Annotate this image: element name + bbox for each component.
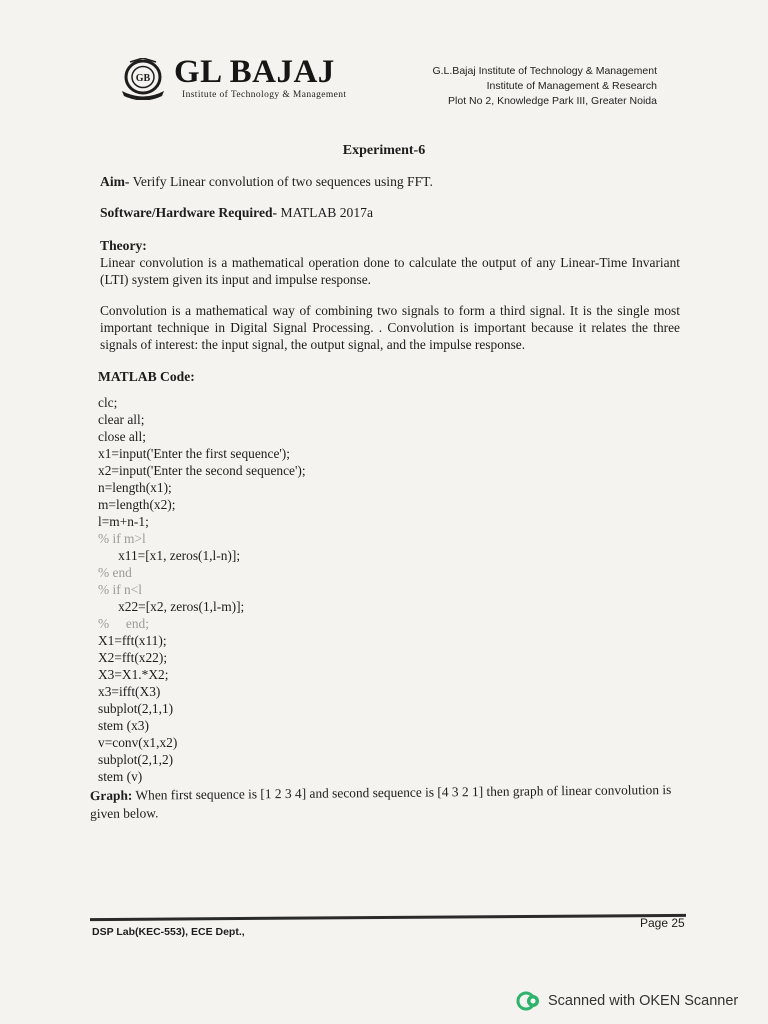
code-comment-line: % end [98, 565, 132, 580]
code-line: stem (v) [98, 769, 143, 784]
software-text: MATLAB 2017a [277, 205, 373, 220]
code-line: X2=fft(x22); [98, 650, 168, 665]
footer-course: DSP Lab(KEC-553), ECE Dept., [92, 926, 245, 938]
institute-line: Institute of Management & Research [486, 80, 657, 92]
code-line: clc; [98, 395, 118, 410]
code-heading: MATLAB Code: [98, 369, 195, 384]
code-line: x3=ifft(X3) [98, 684, 161, 699]
theory-heading: Theory: [100, 238, 147, 253]
scanner-watermark [516, 990, 738, 1012]
theory-paragraph-1: Linear convolution is a mathematical operation done to calculate the output of any Linear-Time Invariant (LTI) system given its input and impulse response. [100, 255, 680, 287]
aim-text: Verify Linear convolution of two sequences using FFT. [129, 174, 433, 189]
code-line: subplot(2,1,2) [98, 752, 174, 767]
software-line [100, 204, 373, 222]
page-number: Page 25 [640, 916, 685, 930]
institute-line: Plot No 2, Knowledge Park III, Greater Noida [448, 95, 657, 107]
institute-logo [118, 56, 368, 106]
aim-line [100, 173, 433, 191]
scanner-text: Scanned with OKEN Scanner [548, 993, 739, 1009]
logo-text: GL BAJAJ [174, 54, 335, 90]
code-line: stem (x3) [98, 718, 149, 733]
graph-text: When first sequence is [1 2 3 4] and second sequence is [4 3 2 1] then graph of linear convolution is given below. [90, 782, 672, 822]
code-line: x1=input('Enter the first sequence'); [98, 446, 290, 461]
logo-subtitle: Institute of Technology & Management [182, 90, 347, 100]
code-comment-line: % end; [98, 616, 149, 631]
code-comment-line: % if n<l [98, 582, 142, 597]
experiment-title: Experiment-6 [342, 143, 426, 158]
code-line: x22=[x2, zeros(1,l-m)]; [98, 599, 245, 614]
code-line: close all; [98, 429, 146, 444]
svg-text:GB: GB [135, 73, 151, 84]
college-seal-icon [118, 58, 168, 100]
code-line: l=m+n-1; [98, 514, 149, 529]
footer-divider [90, 914, 686, 921]
theory-paragraph-2: Convolution is a mathematical way of combining two signals to form a third signal. It is the single most important technique in Digital Signal Processing. . Convolution is important because it relates the three signals of interest: the input signal, the output signal, and the impulse response. [100, 303, 680, 352]
graph-description [90, 781, 680, 823]
code-line: v=conv(x1,x2) [98, 735, 178, 750]
aim-label: Aim- [100, 174, 130, 189]
institute-address [357, 64, 657, 109]
matlab-code-block [98, 394, 306, 785]
code-line: x11=[x1, zeros(1,l-n)]; [98, 548, 241, 563]
code-comment-line: % if m>l [98, 531, 146, 546]
code-line: m=length(x2); [98, 497, 176, 512]
institute-line: G.L.Bajaj Institute of Technology & Management [432, 65, 657, 77]
code-line: X3=X1.*X2; [98, 667, 169, 682]
code-line: subplot(2,1,1) [98, 701, 174, 716]
code-line: x2=input('Enter the second sequence'); [98, 463, 306, 478]
software-label: Software/Hardware Required- [100, 205, 278, 220]
graph-label: Graph: [89, 787, 133, 804]
code-line: X1=fft(x11); [98, 633, 167, 648]
scanner-logo-icon [516, 991, 540, 1011]
code-line: n=length(x1); [98, 480, 172, 495]
code-line: clear all; [98, 412, 145, 427]
